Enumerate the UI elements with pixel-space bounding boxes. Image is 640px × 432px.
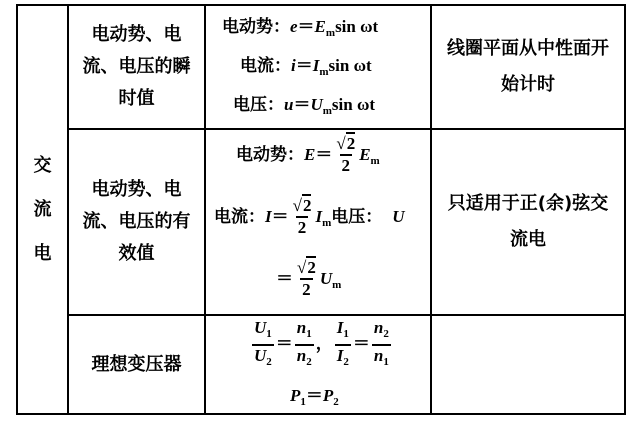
i1-over-i2-fraction: $\frac{I_1}{I_2}$	[335, 318, 351, 372]
n1-over-n2-fraction: $\frac{n_1}{n_2}$	[295, 318, 314, 372]
note-line: 始计时	[501, 74, 555, 95]
row-label-transformer	[69, 316, 204, 413]
formula-instantaneous-current: 电流：$i=I_m\sin$ ωt	[240, 56, 372, 78]
formula-transformer-power: $P_1=P_2$	[290, 386, 339, 408]
category-char: 流	[33, 198, 52, 220]
row-label-instantaneous	[69, 6, 204, 128]
note-instantaneous	[432, 6, 624, 128]
note-line: 流电	[510, 229, 546, 250]
formula-instantaneous-emf: 电动势：$e=E_m\sin$ ωt	[222, 17, 379, 39]
table-bottom-border	[16, 413, 626, 415]
note-line: 只适用于正(余)弦交	[447, 193, 609, 214]
label-line: 流、电压的瞬	[82, 56, 191, 77]
sqrt2-over-2-fraction: $\frac{√2}{2}$	[292, 196, 312, 237]
formula-effective-current-voltage: 电流：I＝ $\frac{√2}{2}$ $I_m$电压： U	[214, 196, 405, 237]
category-char: 电	[33, 242, 52, 264]
formula-effective-voltage-rhs: ＝ $\frac{√2}{2}$ $U_m$	[276, 258, 342, 299]
category-char: 交	[33, 154, 52, 176]
note-effective	[432, 130, 624, 314]
formula-instantaneous-voltage: 电压：$u=U_m\sin$ ωt	[233, 95, 376, 117]
label-line: 电动势、电	[91, 24, 182, 45]
row-label-effective	[69, 130, 204, 314]
table-right-border	[624, 4, 626, 415]
label-line: 流、电压的有	[82, 211, 191, 232]
n2-over-n1-fraction: $\frac{n_2}{n_1}$	[372, 318, 391, 372]
label-line: 效值	[118, 243, 155, 264]
label-line: 时值	[118, 88, 155, 109]
sqrt2-over-2-fraction: $\frac{√2}{2}$	[297, 258, 316, 299]
sqrt2-over-2-fraction: $\frac{√2}{2}$	[336, 134, 356, 175]
formula-effective-emf: 电动势：E＝ $\frac{√2}{2}$ $E_m$	[236, 134, 380, 175]
label-line: 电动势、电	[91, 179, 182, 200]
u1-over-u2-fraction: $\frac{U_1}{U_2}$	[252, 318, 274, 372]
label-line: 理想变压器	[91, 353, 182, 375]
note-line: 线圈平面从中性面开	[447, 38, 609, 59]
column-divider-2	[204, 4, 206, 415]
formula-transformer-ratios: $\frac{U_1}{U_2}$ ＝ $\frac{n_1}{n_2}$ ， $\frac{I_1}{I_2}$ ＝ $\frac{n_2}{n_1}$	[250, 318, 393, 372]
note-transformer-empty	[432, 316, 624, 413]
category-cell	[18, 6, 67, 413]
